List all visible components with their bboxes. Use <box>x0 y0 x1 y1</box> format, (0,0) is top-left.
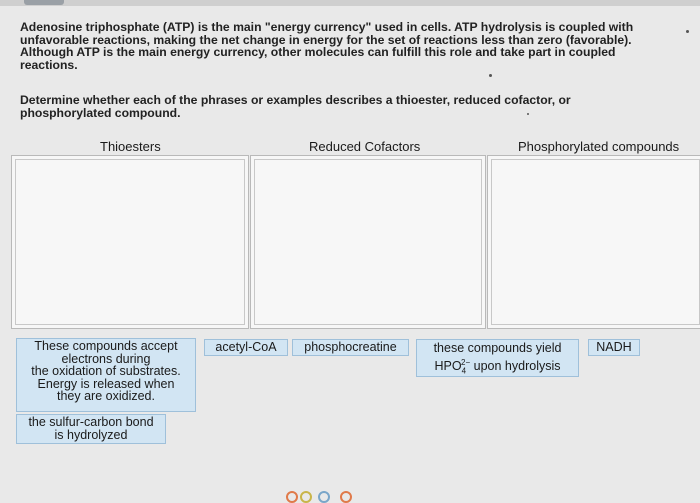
drop-zone-reduced-cofactors[interactable] <box>250 155 486 329</box>
bottom-control-icon <box>340 491 352 503</box>
bottom-control-icon <box>286 491 298 503</box>
tile-line: is hydrolyzed <box>54 427 128 442</box>
decorative-dot <box>686 30 689 33</box>
drop-zone-inner <box>491 159 700 325</box>
answer-tile-yields-hpo4[interactable] <box>416 339 579 377</box>
column-header-phosphorylated-compounds: Phosphorylated compounds <box>518 139 680 154</box>
intro-line: Although ATP is the main energy currency, other molecules can fulfill this role and take part in coupled <box>20 45 616 59</box>
top-bar-tab <box>24 0 64 5</box>
answer-tile-nadh[interactable]: NADH <box>588 339 640 356</box>
intro-line: Adenosine triphosphate (ATP) is the main "energy currency" used in cells. ATP hydrolysis is coupled with <box>20 20 634 34</box>
column-header-reduced-cofactors: Reduced Cofactors <box>309 139 421 154</box>
bottom-control-icon <box>300 491 312 503</box>
drop-zone-thioesters[interactable] <box>11 155 249 329</box>
column-header-thioesters: Thioesters <box>100 139 161 154</box>
decorative-dot <box>489 74 492 77</box>
tile-line: These compounds accept <box>34 339 178 353</box>
formula-rest: upon hydrolysis <box>470 358 561 373</box>
formula-subscript: 4 <box>461 366 467 376</box>
question-line: phosphorylated compound. <box>20 105 181 120</box>
intro-line: unfavorable reactions, making the net change in energy for the set of reactions less than zero (favorable). <box>20 32 632 47</box>
answer-tile-sulfur-carbon-bond[interactable] <box>16 414 166 444</box>
top-bar <box>0 0 700 6</box>
tile-line: the oxidation of substrates. <box>31 364 181 378</box>
formula-hpo: HPO <box>434 358 462 373</box>
answer-tile-phosphocreatine[interactable]: phosphocreatine <box>292 339 409 356</box>
drop-zone-inner <box>254 159 482 325</box>
decorative-dot <box>527 113 529 115</box>
tile-line: electrons during <box>61 351 151 366</box>
tile-line: they are oxidized. <box>57 389 155 403</box>
drop-zone-phosphorylated-compounds[interactable] <box>487 155 700 329</box>
tile-line <box>421 357 574 378</box>
tile-line: these compounds yield <box>433 341 562 355</box>
intro-paragraph <box>20 21 690 71</box>
formula-superscript: 2− <box>461 357 471 367</box>
tile-line: Energy is released when <box>37 376 175 391</box>
bottom-control-icon <box>318 491 330 503</box>
intro-line: reactions. <box>20 57 78 72</box>
tile-line: the sulfur-carbon bond <box>28 415 154 429</box>
question-line: Determine whether each of the phrases or examples describes a thioester, reduced cofactor, or <box>20 93 571 107</box>
answer-tile-acetyl-coa[interactable]: acetyl-CoA <box>204 339 288 356</box>
drop-zone-inner <box>15 159 245 325</box>
answer-tile-accept-electrons[interactable] <box>16 338 196 412</box>
question-text <box>20 94 680 119</box>
